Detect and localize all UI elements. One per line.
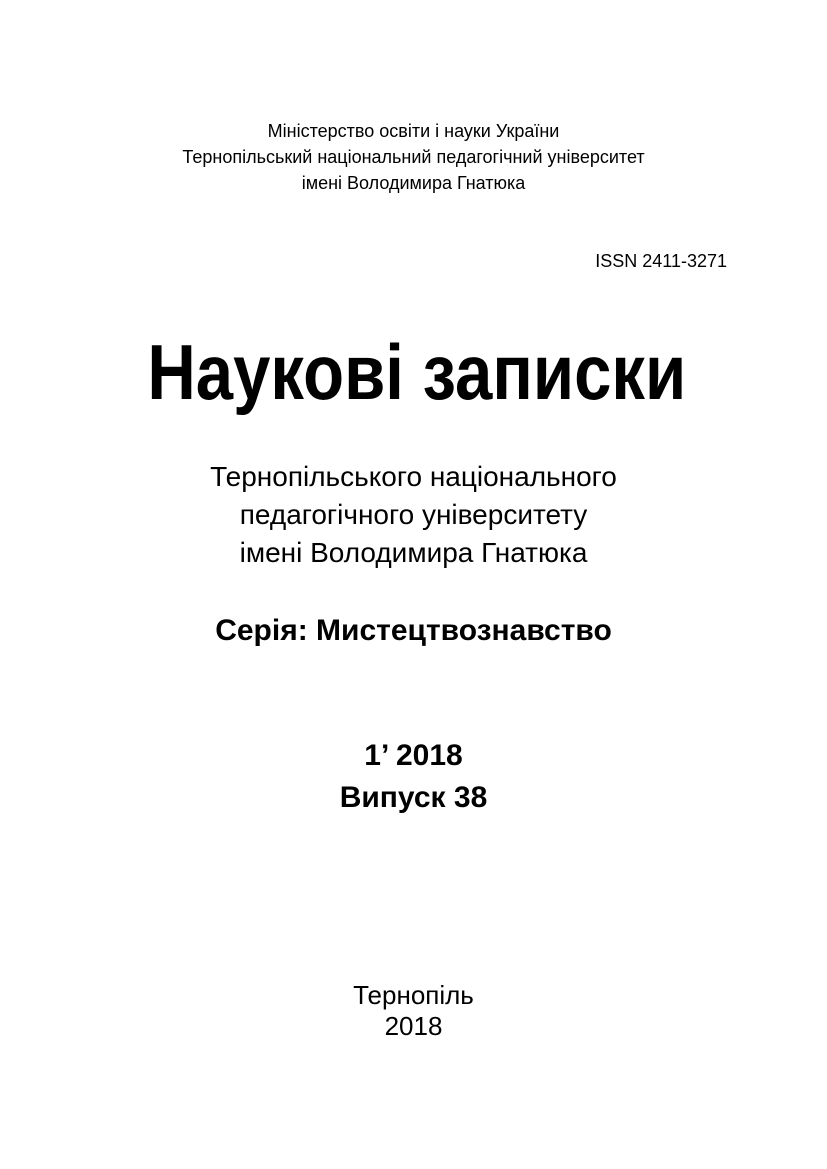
- subtitle-line-1: Тернопільського національного: [210, 461, 617, 492]
- issue-volume: Випуск 38: [339, 781, 488, 814]
- imprint-year: 2018: [384, 1011, 443, 1041]
- issue-number: 1’ 2018: [364, 739, 463, 772]
- subtitle-line-3: імені Володимира Гнатюка: [239, 537, 588, 568]
- university-line: Тернопільський національний педагогічний університет: [182, 147, 645, 167]
- ministry-line: Міністерство освіти і науки України: [267, 121, 560, 141]
- series-title: Серія: Мистецтвознавство: [215, 614, 612, 647]
- journal-title: Наукові записки: [147, 328, 687, 416]
- subtitle-line-2: педагогічного університету: [239, 499, 588, 530]
- issn-label: ISSN 2411-3271: [595, 251, 727, 271]
- imprint-city: Тернопіль: [353, 980, 474, 1010]
- university-name-line: імені Володимира Гнатюка: [301, 173, 526, 193]
